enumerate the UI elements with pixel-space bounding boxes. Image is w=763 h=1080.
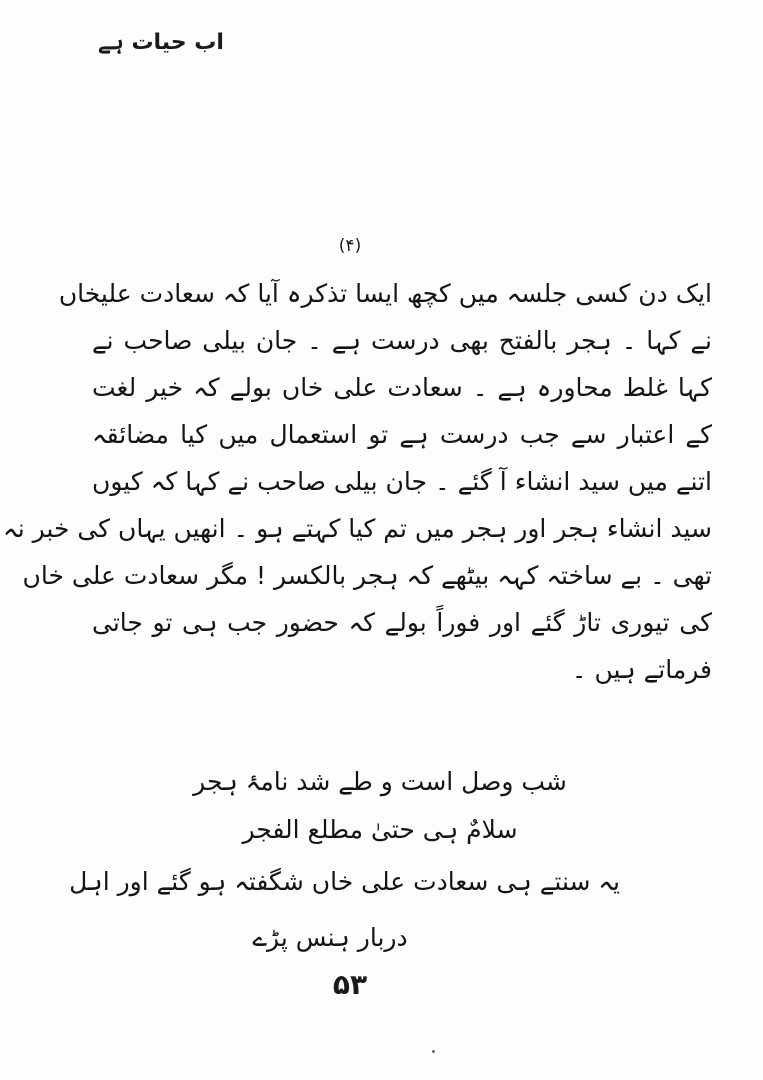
paragraph-line: کہا غلط محاورہ ہے ۔ سعادت علی خاں بولے کہ خیر لغت — [92, 373, 712, 402]
paragraph-line: کی تیوری تاڑ گئے اور فوراً بولے کہ حضور جب ہی تو جاتی — [92, 608, 712, 637]
page-number: ۵۳ — [332, 968, 368, 1001]
paragraph-line: اتنے میں سید انشاء آ گئے ۔ جان بیلی صاحب نے کہا کہ کیوں — [92, 467, 712, 496]
paragraph-line: فرماتے ہیں ۔ — [571, 655, 712, 684]
paragraph-line: سید انشاء ہجر اور ہجر میں تم کیا کہتے ہو ۔ انھیں یہاں کی خبر نہ — [3, 514, 712, 543]
section-number: (۴) — [338, 236, 362, 256]
closing-line-2: دربار ہنس پڑے — [252, 923, 408, 952]
paragraph-line: نے کہا ۔ ہجر بالفتح بھی درست ہے ۔ جان بیلی صاحب نے — [92, 326, 712, 355]
paragraph-line: تھی ۔ بے ساختہ کہہ بیٹھے کہ ہجر بالکسر ! مگر سعادت علی خاں — [22, 561, 712, 590]
paragraph-line: کے اعتبار سے جب درست ہے تو استعمال میں کیا مضائقہ — [92, 420, 712, 449]
closing-line-1: یہ سنتے ہی سعادت علی خاں شگفتہ ہو گئے اور اہل — [69, 867, 620, 896]
scan-speck — [432, 1050, 435, 1053]
book-title-header: اب حیات ہے — [98, 30, 224, 55]
main-paragraph — [3, 276, 712, 699]
verse-line-2: سلامٌ ہی حتیٰ مطلع الفجر — [242, 815, 518, 844]
verse-line-1: شب وصل است و طے شد نامۂ ہجر — [193, 767, 567, 796]
paragraph-line: ایک دن کسی جلسہ میں کچھ ایسا تذکرہ آیا کہ سعادت علیخاں — [58, 279, 712, 308]
